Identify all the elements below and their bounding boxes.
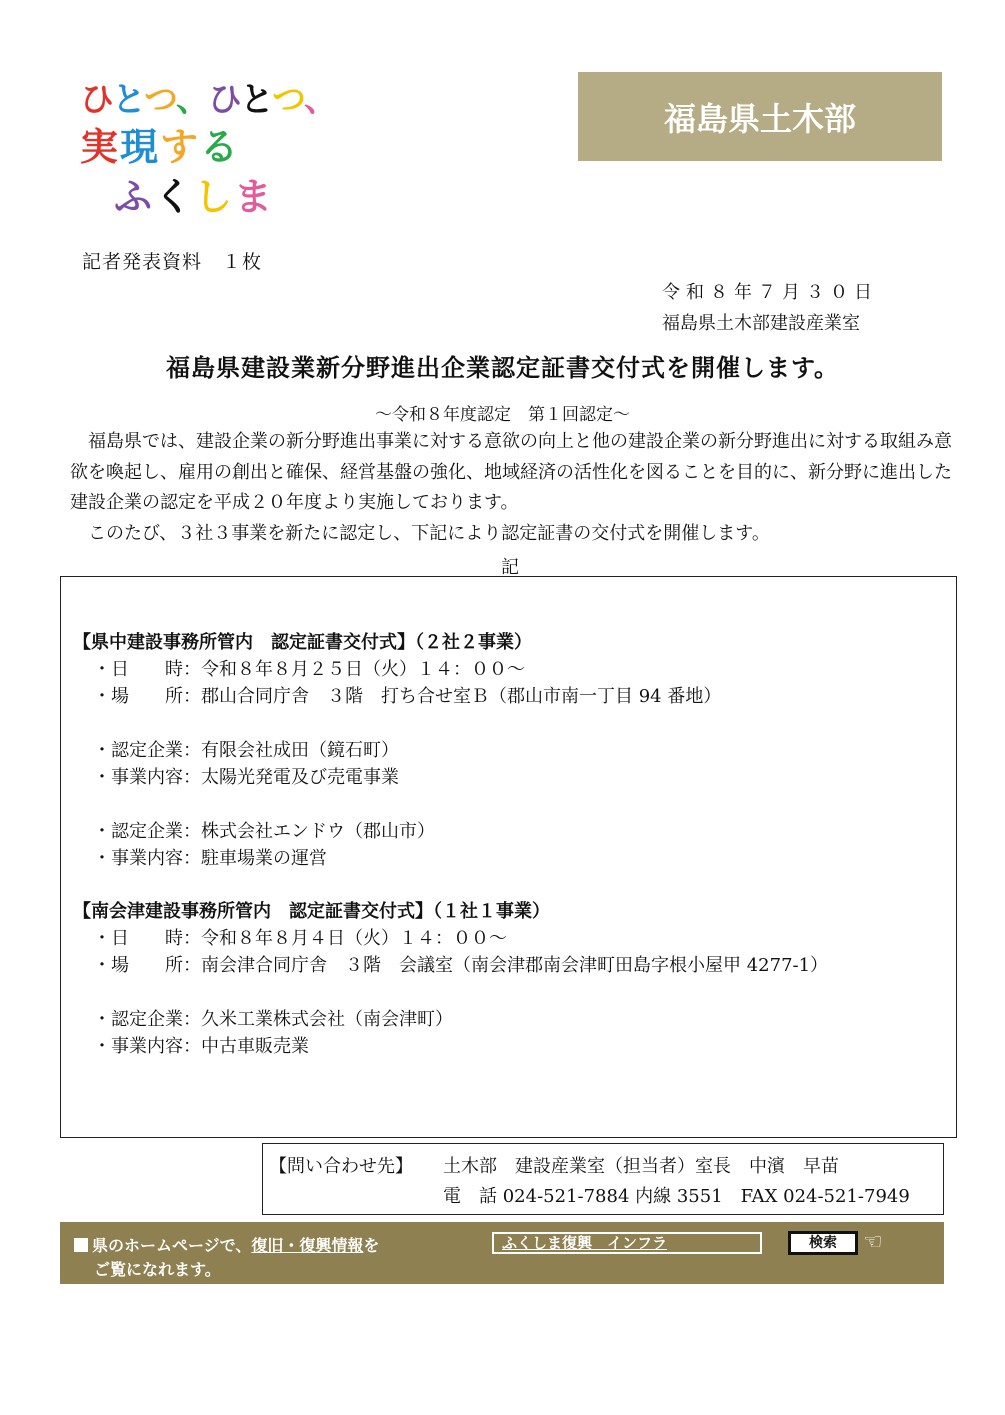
business-value: 駐車場業の運営 <box>201 848 327 869</box>
place-value: 郡山合同庁舎 ３階 打ち合せ室Ｂ（郡山市南一丁目 94 番地） <box>201 686 722 707</box>
place-row <box>73 683 943 710</box>
ceremony-section-kenchu <box>73 629 943 872</box>
body-paragraph: 福島県では、建設企業の新分野進出事業に対する意欲の向上と他の建設企業の新分野進出に対する取組み意欲を喚起し、雇用の創出と確保、経営基盤の強化、地域経済の活性化を図ることを目的に、新分野に進出した建設企業の認定を平成２０年度より実施しております。 <box>70 431 952 513</box>
company-label: ・認定企業： <box>93 821 201 842</box>
press-material-note: 記者発表資料 １枚 <box>82 251 263 273</box>
issuing-office: 福島県土木部建設産業室 <box>662 313 860 334</box>
logo-line-2 <box>80 122 290 172</box>
business-row <box>73 764 943 791</box>
ceremony-section-minamiaizu <box>73 898 943 1060</box>
square-bullet-icon <box>74 1238 88 1252</box>
fukushima-slogan-logo <box>80 78 338 248</box>
contact-person: 土木部 建設産業室（担当者）室長 中濱 早苗 <box>443 1156 839 1177</box>
logo-char: 、 <box>176 80 210 120</box>
logo-char: る <box>200 125 239 169</box>
logo-char: 実 <box>80 125 119 169</box>
place-row <box>73 952 943 979</box>
logo-char: し <box>194 175 233 219</box>
datetime-label: ・日 時： <box>93 928 201 949</box>
business-row <box>73 1033 943 1060</box>
footer-text-prefix: 県のホームページで、 <box>92 1236 252 1255</box>
datetime-row <box>73 656 943 683</box>
contact-label: 【問い合わせ先】 <box>269 1156 413 1177</box>
business-label: ・事業内容： <box>93 848 201 869</box>
company-row <box>73 737 943 764</box>
business-value: 中古車販売業 <box>201 1036 309 1057</box>
logo-char: く <box>154 175 193 219</box>
logo-char: つ <box>144 80 178 120</box>
logo-char: 現 <box>120 125 159 169</box>
spacer <box>73 791 943 818</box>
body-text <box>70 427 955 549</box>
issue-date: 令和８年７月３０日 <box>662 282 878 303</box>
business-label: ・事業内容： <box>93 767 201 788</box>
company-value: 有限会社成田（鏡石町） <box>201 740 399 761</box>
place-value: 南会津合同庁舎 ３階 会議室（南会津郡南会津町田島字根小屋甲 4277-1） <box>201 955 829 976</box>
logo-char: と <box>240 80 274 120</box>
department-banner: 福島県土木部 <box>578 72 942 161</box>
contact-box <box>262 1143 944 1215</box>
logo-line-3 <box>80 172 290 222</box>
homepage-footer-banner <box>60 1222 944 1284</box>
footer-text-suffix: を <box>363 1236 380 1255</box>
ceremony-details-box <box>60 576 957 1138</box>
place-label: ・場 所： <box>93 686 201 707</box>
ki-marker: 記 <box>501 557 519 578</box>
company-row <box>73 818 943 845</box>
logo-char: ひ <box>208 80 242 120</box>
pointing-hand-icon: ☜ <box>863 1230 883 1255</box>
search-input[interactable]: ふくしま復興 インフラ <box>492 1232 762 1254</box>
document-title: 福島県建設業新分野進出企業認定証書交付式を開催します。 <box>165 353 840 382</box>
logo-char: と <box>112 80 146 120</box>
section-heading: 【南会津建設事務所管内 認定証書交付式】（１社１事業） <box>73 901 550 922</box>
business-row <box>73 845 943 872</box>
place-label: ・場 所： <box>93 955 201 976</box>
logo-char: つ <box>272 80 306 120</box>
company-row <box>73 1006 943 1033</box>
logo-char: 、 <box>304 80 338 120</box>
business-value: 太陽光発電及び売電事業 <box>201 767 399 788</box>
footer-text-line-1 <box>74 1233 379 1256</box>
document-subtitle: ～令和８年度認定 第１回認定～ <box>375 405 630 425</box>
logo-char: ふ <box>114 175 153 219</box>
recovery-info-link[interactable]: 復旧・復興情報 <box>251 1236 364 1255</box>
datetime-value: 令和８年８月２５日（火）１４：００～ <box>201 659 525 680</box>
company-value: 株式会社エンドウ（郡山市） <box>201 821 435 842</box>
datetime-label: ・日 時： <box>93 659 201 680</box>
spacer <box>73 979 943 1006</box>
body-paragraph: このたび、３社３事業を新たに認定し、下記により認定証書の交付式を開催します。 <box>70 522 770 544</box>
contact-phone-fax: 電 話 024-521-7884 内線 3551 FAX 024-521-7949 <box>443 1186 910 1207</box>
datetime-value: 令和８年８月４日（火）１４：００～ <box>201 928 507 949</box>
company-value: 久米工業株式会社（南会津町） <box>201 1009 453 1030</box>
company-label: ・認定企業： <box>93 1009 201 1030</box>
datetime-row <box>73 925 943 952</box>
business-label: ・事業内容： <box>93 1036 201 1057</box>
footer-text-line-2: ご覧になれます。 <box>94 1260 221 1279</box>
search-button[interactable]: 検索 <box>788 1231 858 1255</box>
logo-char: ま <box>234 175 273 219</box>
logo-line-1 <box>80 78 338 122</box>
spacer <box>73 710 943 737</box>
section-heading: 【県中建設事務所管内 認定証書交付式】（２社２事業） <box>73 632 532 653</box>
logo-char: ひ <box>80 80 114 120</box>
company-label: ・認定企業： <box>93 740 201 761</box>
logo-char: す <box>160 125 199 169</box>
